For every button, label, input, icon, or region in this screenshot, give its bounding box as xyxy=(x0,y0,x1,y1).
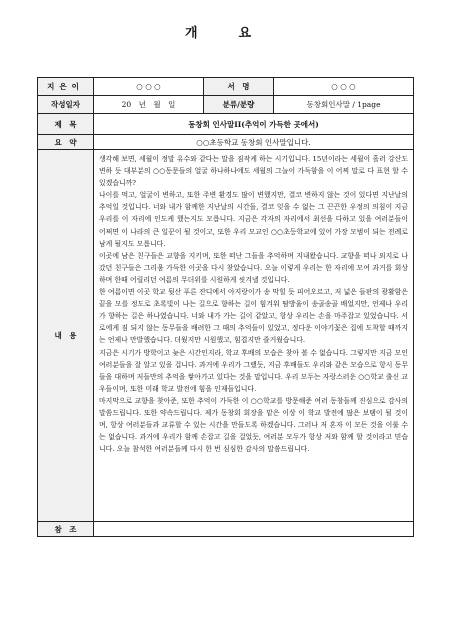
date-row xyxy=(38,96,414,114)
signature-value: ○ ○ ○ xyxy=(274,78,414,96)
content-paragraph: 한 여름이면 이곳 학교 뒷산 푸른 잔디에서 아지랑이가 송 막힐 듯 피어오르고, 저 넓은 들판의 광활함은 끝을 모를 정도로 초록빛이 나는 길으로 향하는 길이 힘겨워 땀방울이 송골송골 배었지만, 언제나 우리가 향하는 길은 하나였습니다. 너와 내가 가는 길이 같았고, 항상 우리는 손을 마주잡고 있었습니다. 서로에게 짐 되지 않는 동무들을 배려한 그 때의 추억들이 있었고, 정다운 이야기꽃은 집에 도착할 때까지는 언제나 만발했습니다. 더웠지만 시원했고, 힘겹지만 즐거웠습니다. xyxy=(99,288,408,345)
author-label: 지은이 xyxy=(38,78,94,96)
content-paragraph: 나이를 먹고, 얼굴이 변하고, 또한 주변 환경도 많이 변했지만, 결코 변하지 않는 것이 있다면 지난날의 추억일 것입니다. 너와 내가 함께한 지난날의 시간들, 결코 잊을 수 없는 그 끈끈한 우정의 의침이 지금 우리를 이 자리에 인도케 했는지도 모릅니다. 지금은 각자의 자리에서 최선을 다하고 있을 여러분들이 어쩌면 이 나라의 큰 일꾼이 될 것이고, 또한 우리 모교인 ○○초등학교에 있어 가장 모범이 되는 전례로 남게 될지도 모릅니다. xyxy=(99,191,408,248)
content-row xyxy=(38,150,414,522)
signature-label: 서 명 xyxy=(204,78,274,96)
date-label: 작성일자 xyxy=(38,96,94,114)
overview-form-table xyxy=(37,77,414,537)
summary-value: ○○초등학교 동창회 인사말입니다. xyxy=(94,135,414,150)
reference-row xyxy=(38,522,414,537)
content-paragraph: 마지막으로 교향을 찾아준, 또한 추억이 가득한 이 ○○학교를 방문해준 여러 동창들께 진심으로 감사의 말씀드립니다. 또한 약속드립니다. 제가 동창회 회장을 맡은 이상 이 학교 발전에 많은 보탬이 될 것이며, 항상 여러분들과 교류할 수 있는 시간을 만들도록 하겠습니다. 그러나 저 혼자 이 모든 것을 이룰 수는 없습니다. 과거에 우리가 함께 손잡고 길을 걸었듯, 여러분 모두가 항상 저와 함께 할 것이라고 믿습니다. 오늘 참석한 여러분들께 다시 한 번 심심한 감사의 말씀드립니다. xyxy=(99,396,408,454)
summary-row xyxy=(38,135,414,150)
content-paragraph: 이곳에 남은 친구들은 교향을 지키며, 또한 떠난 그들을 추억하며 지내왔습니다. 교향을 떠나 외지로 나갔던 친구들은 그리움 가득한 이곳을 다시 찾았습니다. 오늘 이렇게 우리는 한 자리에 모여 과거를 회상하며 한때 어릴리던 여름의 무더위를 시원하게 씻겨낼 것입니다. xyxy=(99,251,408,284)
reference-label: 참 조 xyxy=(38,522,94,537)
category-value: 동창회인사말 / 1page xyxy=(274,96,414,114)
category-label: 분류/분량 xyxy=(204,96,274,114)
content-body xyxy=(94,150,414,522)
author-value: ○ ○ ○ xyxy=(94,78,204,96)
reference-value xyxy=(94,522,414,537)
content-paragraph: 지금은 시기가 방학이고 늦은 시간인지라, 학교 후배의 모습은 찾아 볼 수 없습니다. 그렇지만 지금 모인 여러분들을 잘 알고 있을 겁니다. 과거에 우리가 그랬듯, 지금 후배들도 우리와 같은 모습으로 항시 동무들을 대하며 저들만의 추억을 쌓아가고 있다는 것을 말입니다. 우리 모두는 자랑스러운 ○○학교 출신 교우들이며, 또한 미래 학교 발전에 힘을 인재들입니다. xyxy=(99,348,408,393)
author-row xyxy=(38,78,414,96)
subject-label: 제 목 xyxy=(38,114,94,135)
content-label: 내 용 xyxy=(38,150,94,522)
date-value: 20 년 월 일 xyxy=(94,96,204,114)
subject-value: 동창회 인사말II(추억이 가득한 곳에서) xyxy=(94,114,414,135)
content-paragraph: 생각해 보면, 세월이 정말 유수와 같다는 말을 짐작케 하는 시기입니다. 15년이라는 세월이 흘러 강산도 변하 듯 대부분의 ○○동문들의 얼굴 하나하나에도 세월의 그늘이 가득함을 이 어찌 말로 다 표현 할 수 있겠습니까? xyxy=(99,155,408,188)
subject-row xyxy=(38,114,414,135)
document-title: 개 요 xyxy=(184,26,266,41)
summary-label: 요 약 xyxy=(38,135,94,150)
